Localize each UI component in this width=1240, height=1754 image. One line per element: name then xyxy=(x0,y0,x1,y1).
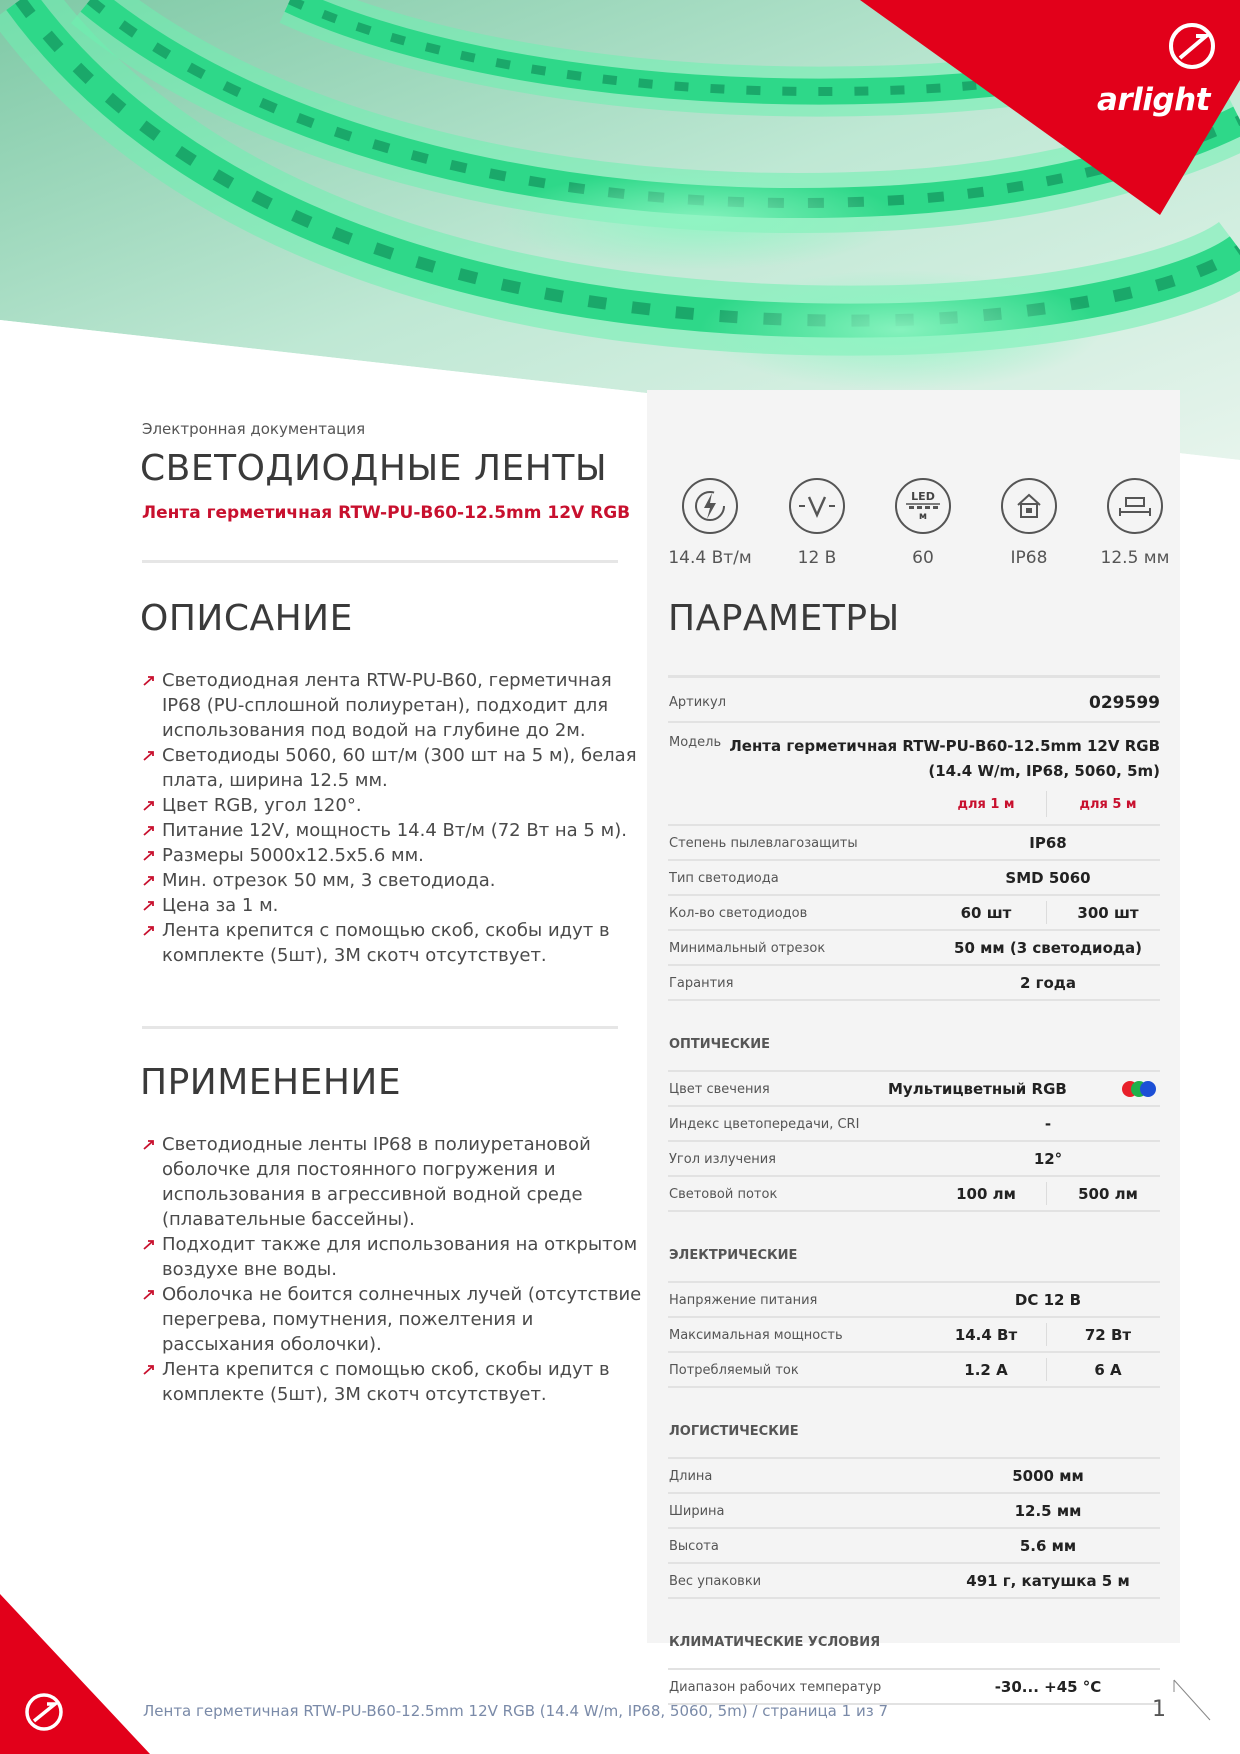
row-label: Кол-во светодиодов xyxy=(669,906,808,921)
table-row xyxy=(668,1105,1160,1140)
row-label: Диапазон рабочих температур xyxy=(669,1680,882,1695)
row-label: Гарантия xyxy=(669,976,734,991)
spec-width-label: 12.5 мм xyxy=(1100,548,1170,568)
spec-voltage-label: 12 В xyxy=(797,548,837,568)
key-specs-icons xyxy=(660,478,1180,574)
list-item: Светодиоды 5060, 60 шт/м (300 шт на 5 м), белая плата, ширина 12.5 мм. xyxy=(142,743,642,793)
group-climate: КЛИМАТИЧЕСКИЕ УСЛОВИЯ xyxy=(669,1635,881,1650)
table-row xyxy=(668,964,1160,999)
col-5m: для 5 м xyxy=(1079,797,1137,812)
group-electrical: ЭЛЕКТРИЧЕСКИЕ xyxy=(669,1248,798,1263)
red-arrow-icon xyxy=(143,801,155,811)
row-value: Мультицветный RGB xyxy=(888,1080,1067,1098)
row-label: Тип светодиода xyxy=(669,871,779,886)
red-arrow-icon xyxy=(143,1365,155,1375)
list-item: Лента крепится с помощью скоб, скобы идут в комплекте (5шт), 3М скотч отсутствует. xyxy=(142,1357,642,1407)
row-value: 12° xyxy=(1033,1150,1063,1168)
row-value-1m: 100 лм xyxy=(956,1185,1016,1203)
spec-power-label: 14.4 Вт/м xyxy=(668,548,752,568)
row-value: 5.6 мм xyxy=(1019,1537,1077,1555)
description-list xyxy=(142,668,642,968)
table-row xyxy=(668,1351,1160,1386)
red-arrow-icon xyxy=(143,851,155,861)
row-value: - xyxy=(1044,1115,1052,1133)
parameters-title: ПАРАМЕТРЫ xyxy=(668,598,900,639)
table-row xyxy=(668,1527,1160,1562)
spec-ip-label: IP68 xyxy=(1010,548,1048,568)
red-arrow-icon xyxy=(143,751,155,761)
description-title: ОПИСАНИЕ xyxy=(140,598,353,639)
voltage-icon xyxy=(789,478,845,534)
row-value-1m: 1.2 А xyxy=(964,1361,1008,1379)
row-label: Высота xyxy=(669,1539,719,1554)
table-row xyxy=(668,721,1160,785)
lightning-icon xyxy=(682,478,738,534)
footer-caption: Лента герметичная RTW-PU-B60-12.5mm 12V RGB (14.4 W/m, IP68, 5060, 5m) / страница 1 из 7 xyxy=(143,1702,888,1720)
row-value: IP68 xyxy=(1029,834,1067,852)
brand-logo[interactable] xyxy=(860,0,1240,215)
col-1m: для 1 м xyxy=(957,797,1015,812)
table-row xyxy=(668,894,1160,929)
list-item: Светодиодная лента RTW-PU-B60, герметичная IP68 (PU-сплошной полиуретан), подходит для использования под водой на глубине до 2м. xyxy=(142,668,642,743)
row-value: 5000 мм xyxy=(1012,1467,1084,1485)
red-arrow-icon xyxy=(143,901,155,911)
footer-logo-corner xyxy=(0,1594,150,1754)
led-badge-bottom: м xyxy=(918,510,928,522)
row-value: 491 г, катушка 5 м xyxy=(966,1572,1130,1590)
red-arrow-icon xyxy=(143,876,155,886)
row-label: Потребляемый ток xyxy=(669,1363,799,1378)
red-arrow-icon xyxy=(143,1290,155,1300)
logo-text: arlight xyxy=(1096,82,1210,118)
led-per-meter-icon xyxy=(895,478,951,534)
row-value-5m: 300 шт xyxy=(1077,904,1139,922)
row-label: Угол излучения xyxy=(669,1152,776,1167)
table-row xyxy=(668,859,1160,894)
row-label: Степень пылевлагозащиты xyxy=(669,836,858,851)
row-label: Световой поток xyxy=(669,1187,778,1202)
page-corner-decoration xyxy=(1172,1678,1212,1722)
red-arrow-icon xyxy=(143,926,155,936)
list-item: Питание 12V, мощность 14.4 Вт/м (72 Вт на 5 м). xyxy=(142,818,642,843)
table-row xyxy=(668,824,1160,859)
led-badge-top: LED xyxy=(911,489,935,503)
group-optical: ОПТИЧЕСКИЕ xyxy=(669,1037,770,1052)
page-title: СВЕТОДИОДНЫЕ ЛЕНТЫ xyxy=(140,448,608,489)
red-arrow-icon xyxy=(143,826,155,836)
list-item: Оболочка не боится солнечных лучей (отсутствие перегрева, помутнения, пожелтения и рассыхания оболочки). xyxy=(142,1282,642,1357)
house-ip-icon xyxy=(1001,478,1057,534)
red-arrow-icon xyxy=(143,1140,155,1150)
spec-width xyxy=(1085,478,1185,568)
row-label: Максимальная мощность xyxy=(669,1328,843,1343)
row-label: Индекс цветопередачи, CRI xyxy=(669,1117,860,1132)
page-number: 1 xyxy=(1152,1697,1166,1722)
list-item: Подходит также для использования на открытом воздухе вне воды. xyxy=(142,1232,642,1282)
row-value-1m: 14.4 Вт xyxy=(954,1326,1018,1344)
model-value: Лента герметичная RTW-PU-B60-12.5mm 12V RGB (14.4 W/m, IP68, 5060, 5m) xyxy=(729,737,1160,780)
table-row xyxy=(668,1140,1160,1175)
table-row xyxy=(668,675,1160,721)
row-value-1m: 60 шт xyxy=(960,904,1012,922)
table-row xyxy=(668,1562,1160,1597)
product-subtitle: Лента герметичная RTW-PU-B60-12.5mm 12V RGB xyxy=(142,503,631,523)
list-item: Цена за 1 м. xyxy=(142,893,642,918)
table-row xyxy=(668,1316,1160,1351)
row-label: Модель xyxy=(669,735,722,750)
spec-led-count-label: 60 xyxy=(912,548,934,568)
application-title: ПРИМЕНЕНИЕ xyxy=(140,1062,402,1103)
table-row xyxy=(668,1281,1160,1316)
table-row xyxy=(668,1492,1160,1527)
spec-power xyxy=(660,478,760,568)
row-value: DC 12 В xyxy=(1014,1291,1082,1309)
doc-caption: Электронная документация xyxy=(142,420,366,438)
table-row xyxy=(668,1175,1160,1210)
spec-led-count xyxy=(873,478,973,568)
list-item: Размеры 5000x12.5x5.6 мм. xyxy=(142,843,642,868)
description-divider xyxy=(142,1026,618,1029)
row-value: 2 года xyxy=(1019,974,1077,992)
row-value: SMD 5060 xyxy=(1005,869,1091,887)
table-row xyxy=(668,929,1160,964)
article-value: 029599 xyxy=(1089,693,1160,713)
list-item: Лента крепится с помощью скоб, скобы идут в комплекте (5шт), 3М скотч отсутствует. xyxy=(142,918,642,968)
row-label: Цвет свечения xyxy=(669,1082,770,1097)
row-label: Напряжение питания xyxy=(669,1293,818,1308)
header-divider xyxy=(142,560,618,563)
row-label: Артикул xyxy=(669,695,727,710)
row-value: 12.5 мм xyxy=(1014,1502,1082,1520)
table-row xyxy=(668,1070,1160,1105)
list-item: Светодиодные ленты IP68 в полиуретановой оболочке для постоянного погружения и использования в агрессивной водной среде (плавательные бассейны). xyxy=(142,1132,642,1232)
list-item: Цвет RGB, угол 120°. xyxy=(142,793,642,818)
table-row xyxy=(668,1457,1160,1492)
spec-voltage xyxy=(767,478,867,568)
row-label: Минимальный отрезок xyxy=(669,941,826,956)
row-value-5m: 500 лм xyxy=(1078,1185,1138,1203)
spec-ip xyxy=(979,478,1079,568)
table-row xyxy=(668,1668,1160,1703)
application-list xyxy=(142,1132,642,1407)
row-value: 50 мм (3 светодиода) xyxy=(954,939,1142,957)
width-icon xyxy=(1107,478,1163,534)
red-arrow-icon xyxy=(143,676,155,686)
row-value-5m: 6 А xyxy=(1094,1361,1122,1379)
row-label: Вес упаковки xyxy=(669,1574,762,1589)
column-header-row xyxy=(668,785,1160,824)
row-label: Ширина xyxy=(669,1504,725,1519)
row-label: Длина xyxy=(669,1469,713,1484)
rgb-dots-icon xyxy=(1120,1079,1160,1099)
parameters-table xyxy=(668,675,1160,1705)
group-logistic: ЛОГИСТИЧЕСКИЕ xyxy=(669,1424,799,1439)
row-value: -30... +45 °C xyxy=(994,1678,1102,1696)
red-arrow-icon xyxy=(143,1240,155,1250)
list-item: Мин. отрезок 50 мм, 3 светодиода. xyxy=(142,868,642,893)
row-value-5m: 72 Вт xyxy=(1084,1326,1132,1344)
